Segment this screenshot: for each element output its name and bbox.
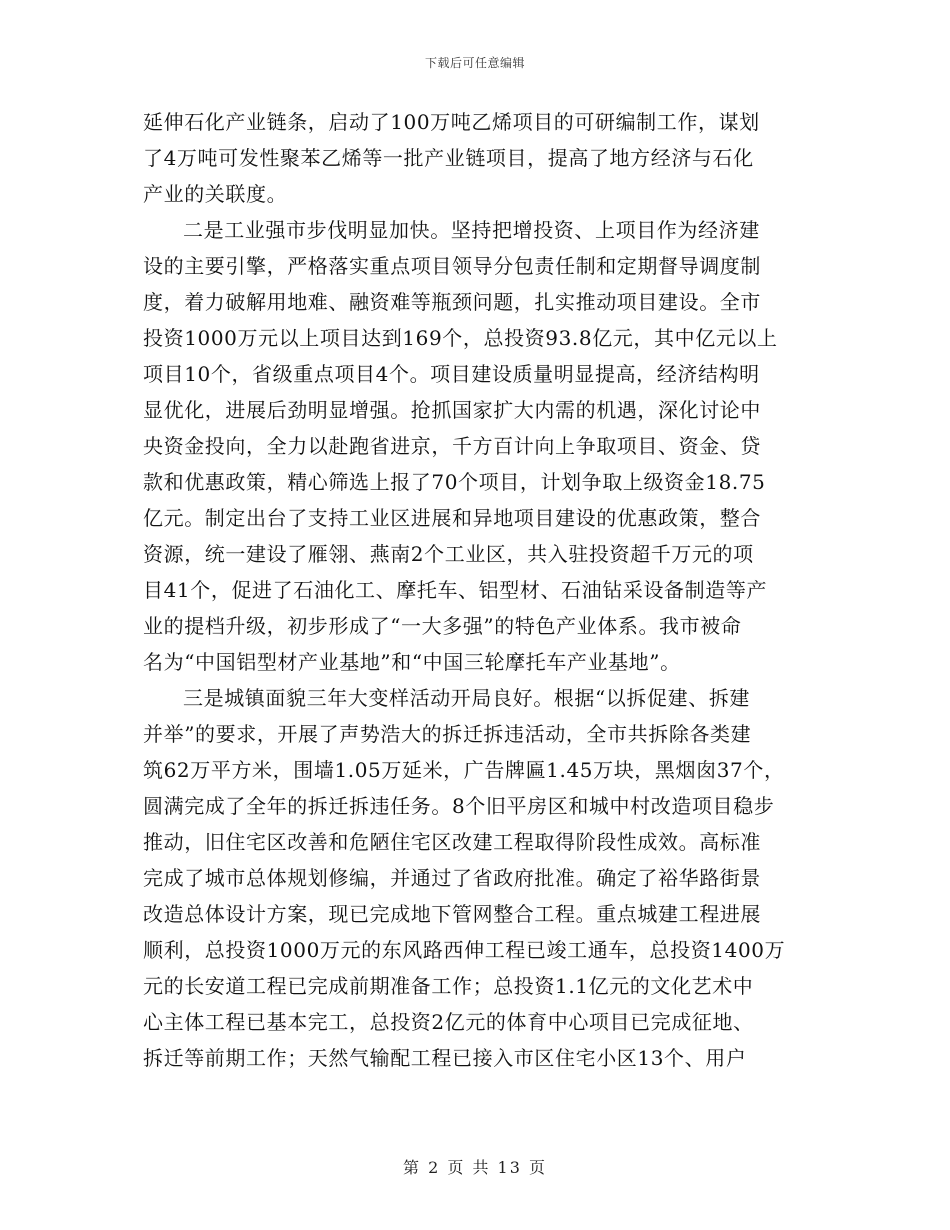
text-line: 顺利，总投资1000万元的东风路西伸工程已竣工通车，总投资1400万	[143, 938, 786, 962]
text-line: 推动，旧住宅区改善和危陋住宅区改建工程取得阶段性成效。高标准	[143, 830, 761, 854]
text-line: 并举”的要求，开展了声势浩大的拆迁拆违活动，全市共拆除各类建	[143, 722, 752, 746]
text-line: 目41个，促进了石油化工、摩托车、铝型材、石油钻采设备制造等产	[143, 578, 768, 602]
text-line: 亿元。制定出台了支持工业区进展和异地项目建设的优惠政策，整合	[143, 506, 761, 530]
text-line: 筑62万平方米，围墙1.05万延米，广告牌匾1.45万块，黑烟囱37个，	[143, 758, 785, 782]
text-line: 名为“中国铝型材产业基地”和“中国三轮摩托车产业基地”。	[143, 650, 681, 674]
page-footer: 第 2 页 共 13 页	[403, 1158, 547, 1177]
text-line: 显优化，进展后劲明显增强。抢抓国家扩大内需的机遇，深化讨论中	[143, 398, 761, 422]
text-line: 拆迁等前期工作；天然气输配工程已接入市区住宅小区13个、用户	[143, 1046, 747, 1070]
document-body	[143, 104, 833, 1076]
text-line: 投资1000万元以上项目达到169个，总投资93.8亿元，其中亿元以上	[143, 326, 778, 350]
text-line: 延伸石化产业链条，启动了100万吨乙烯项目的可研编制工作，谋划	[143, 110, 760, 134]
text-line: 度，着力破解用地难、融资难等瓶颈问题，扎实推动项目建设。全市	[143, 290, 761, 314]
text-line: 了4万吨可发性聚苯乙烯等一批产业链项目，提高了地方经济与石化	[143, 146, 754, 170]
text-line: 元的长安道工程已完成前期准备工作；总投资1.1亿元的文化艺术中	[143, 974, 754, 998]
page-header: 下载后可任意编辑	[424, 56, 525, 70]
text-line: 完成了城市总体规划修编，并通过了省政府批准。确定了裕华路街景	[143, 866, 761, 890]
text-line: 项目10个，省级重点项目4个。项目建设质量明显提高，经济结构明	[143, 362, 760, 386]
text-line: 款和优惠政策，精心筛选上报了70个项目，计划争取上级资金18.75	[143, 470, 766, 494]
text-line: 改造总体设计方案，现已完成地下管网整合工程。重点城建工程进展	[143, 902, 761, 926]
text-line: 央资金投向，全力以赴跑省进京，千方百计向上争取项目、资金、贷	[143, 434, 761, 458]
text-line: 资源，统一建设了雁翎、燕南2个工业区，共入驻投资超千万元的项	[143, 542, 754, 566]
text-line: 心主体工程已基本完工，总投资2亿元的体育中心项目已完成征地、	[143, 1010, 754, 1034]
text-line: 圆满完成了全年的拆迁拆违任务。8个旧平房区和城中村改造项目稳步	[143, 794, 775, 818]
text-line: 产业的关联度。	[143, 182, 288, 206]
text-line: 业的提档升级，初步形成了“一大多强”的特色产业体系。我市被命	[143, 614, 742, 638]
text-line: 设的主要引擎，严格落实重点项目领导分包责任制和定期督导调度制	[143, 254, 761, 278]
paragraph-start-line: 二是工业强市步伐明显加快。坚持把增投资、上项目作为经济建	[183, 218, 760, 242]
paragraph-start-line: 三是城镇面貌三年大变样活动开局良好。根据“以拆促建、拆建	[183, 686, 751, 710]
